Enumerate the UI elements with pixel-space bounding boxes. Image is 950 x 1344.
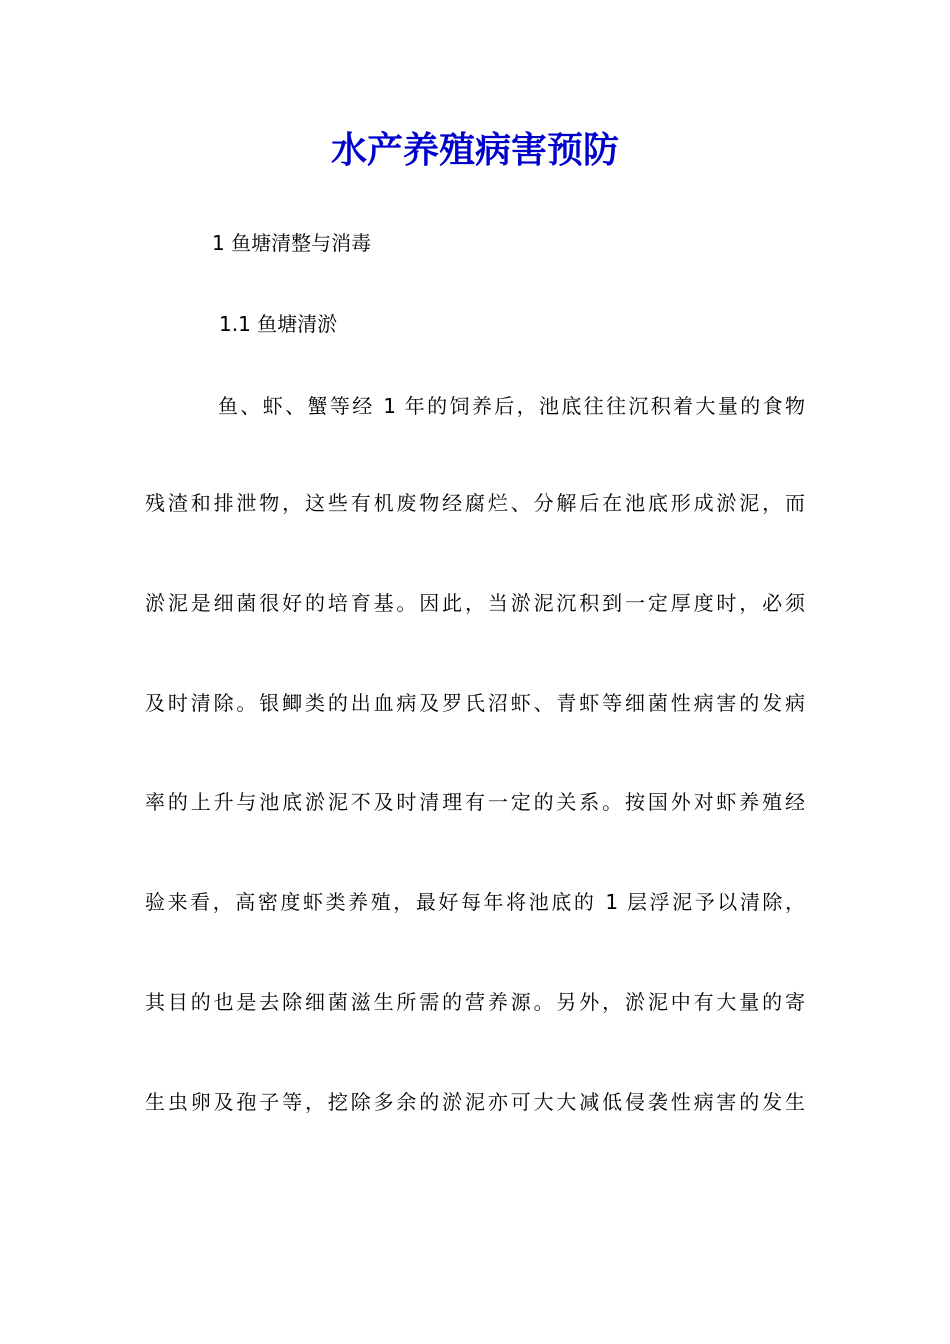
- paragraph-line: 生虫卵及孢子等，挖除多余的淤泥亦可大大减低侵袭性病害的发生: [145, 1090, 805, 1114]
- paragraph-line: 鱼、虾、蟹等经 1 年的饲养后，池底往往沉积着大量的食物: [218, 394, 805, 418]
- subsection-heading: 1.1 鱼塘清淤: [219, 312, 338, 336]
- paragraph-line: 率的上升与池底淤泥不及时清理有一定的关系。按国外对虾养殖经: [145, 790, 805, 814]
- paragraph-line: 其目的也是去除细菌滋生所需的营养源。另外，淤泥中有大量的寄: [145, 990, 805, 1014]
- document-title: 水产养殖病害预防: [330, 130, 619, 171]
- paragraph-line: 残渣和排泄物，这些有机废物经腐烂、分解后在池底形成淤泥，而: [145, 491, 805, 515]
- section-heading: 1 鱼塘清整与消毒: [212, 231, 372, 255]
- paragraph-line: 淤泥是细菌很好的培育基。因此，当淤泥沉积到一定厚度时，必须: [145, 591, 805, 615]
- paragraph-line: 验来看，高密度虾类养殖，最好每年将池底的 1 层浮泥予以清除，: [145, 890, 805, 914]
- paragraph-line: 及时清除。银鲫类的出血病及罗氏沼虾、青虾等细菌性病害的发病: [145, 691, 805, 715]
